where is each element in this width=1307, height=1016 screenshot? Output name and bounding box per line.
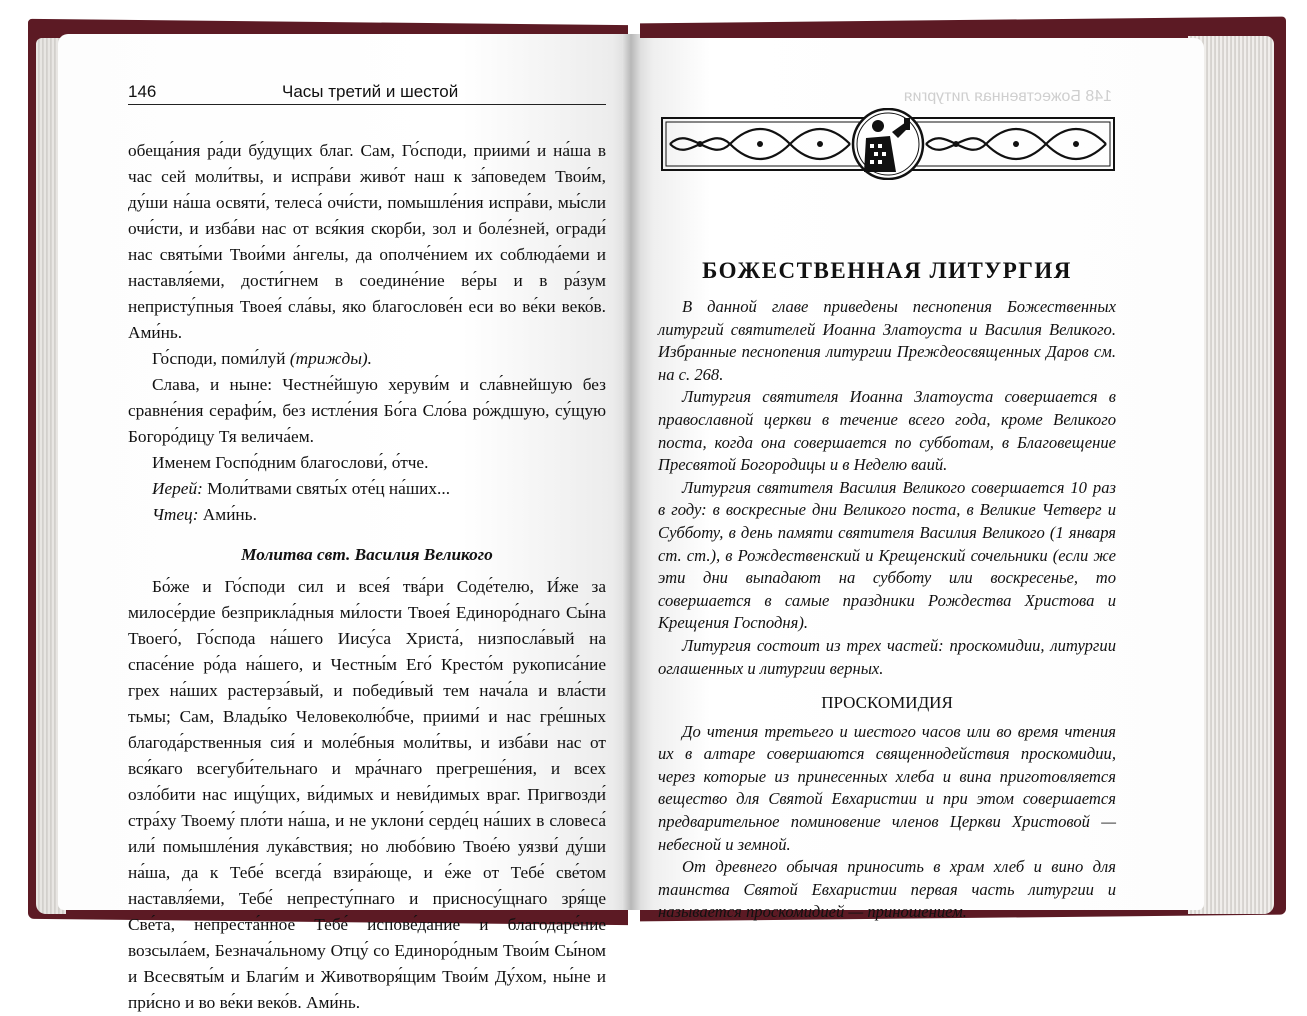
ornament-headpiece bbox=[660, 108, 1116, 180]
section-paragraph: От древнего обычая приносить в храм хлеб и вино для таинства Святой Евхаристии первая часть литургии и называется проскомидией — приношением. bbox=[658, 857, 1116, 922]
section-paragraph: До чтения третьего и шестого часов или во время чтения их в алтаре совершаются священнодействия проскомидии, через которые из принесенных хлеба и вина приготовляется вещество для Святой Евхаристии и при этом совершается предварительное поминовение членов Церкви Христовой — небесной и земной. bbox=[658, 721, 1116, 854]
book-gutter bbox=[622, 34, 640, 910]
running-title: Часы третий и шестой bbox=[282, 82, 459, 101]
intro-paragraph: Литургия святителя Иоанна Златоуста совершается в православной церкви в течение всего года, кроме Великого поста, когда она совершается по субботам, в Благовещение Пресвятой Богородицы и в Неделю ваий. bbox=[658, 387, 1116, 475]
section-title: ПРОСКОМИДИЯ bbox=[821, 693, 953, 713]
prayer-heading: Молитва свт. Василия Великого bbox=[241, 545, 493, 564]
paragraph: Го́споди, поми́луй (трижды). bbox=[152, 349, 372, 368]
paragraph: обеща́ния ра́ди бу́дущих благ. Сам, Го́споди, приими́ и на́ша в час сей моли́твы, и испра́ви живо́т наш к за́поведем Твои́м, ду́ши на́ша освяти́, телеса́ очи́сти, помышле́ния испра́ви, мы́сли очи́сти, и изба́ви нас от вся́кия скорби, зол и боле́зней, огради́ нас святы́ми Твои́ми а́нгелы, да ополче́нием их соблюда́еми и наставля́еми, дости́гнем в соедине́ние ве́ры и в ра́зум непристу́пныя Твоея́ сла́вы, яко благослове́н еси во ве́ки веко́в. Ами́нь. bbox=[128, 141, 606, 342]
paragraph: Именем Госпо́дним благослови́, о́тче. bbox=[152, 453, 429, 472]
speaker-label: Иерей: bbox=[152, 479, 203, 498]
paragraph: Иерей: Моли́твами святы́х оте́ц на́ших... bbox=[152, 479, 451, 498]
page-number: 146 bbox=[128, 82, 157, 101]
intro-paragraph: Литургия святителя Василия Великого совершается 10 раз в году: в воскресные дни Великого поста, в Великие Четверг и Субботу, в день памяти святителя Василия Великого (1 января ст. ст.), в Рождественский и Крещенский сочельники (если же эти дни выпадают на субботу или воскресенье, то совершается в самые праздники Рождества Христова и Крещения Господня). bbox=[658, 477, 1116, 633]
paragraph: Слава, и ныне: Честне́йшую херуви́м и сла́внейшую без сравне́ния серафи́м, без истле́ния Бо́га Сло́ва ро́ждшую, су́щую Богоро́дицу Тя велича́ем. bbox=[128, 375, 606, 446]
right-page-text bbox=[658, 256, 1116, 924]
chapter-title: БОЖЕСТВЕННАЯ ЛИТУРГИЯ bbox=[702, 258, 1072, 283]
left-page-text bbox=[128, 138, 606, 1016]
paragraph: Чтец: Ами́нь. bbox=[152, 505, 257, 524]
rubric: (трижды). bbox=[289, 349, 372, 368]
show-through-header: 148 Божественная литургия bbox=[903, 88, 1112, 104]
prayer-text: Бо́же и Го́споди сил и всея́ тва́ри Соде́телю, И́же за милосе́рдие безприкла́дныя ми́лости Твоея́ Единоро́днаго Сы́на Твоего́, Го́спода на́шего Иису́са Христа́, низпосла́вый на спасе́ние ро́да на́шего, и Честны́м Его́ Кресто́м рукописа́ние грех на́ших растерза́вый, и победи́вый тем нача́ла и вла́сти тьмы; Сам, Влады́ко Человеколю́бче, приими́ и нас гре́шных благода́рственныя сия́ и моле́бныя моли́твы, и изба́ви нас от вся́каго всегуби́тельнаго и мра́чнаго прегреше́ния, и всех озло́бити нас ищу́щих, ви́димых и неви́димых враг. Пригвозди́ стра́ху Твоему́ пло́ти на́ша, и не уклони́ серде́ц на́ших в словеса́ или́ помышле́ния лука́вствия; но любо́вию Твое́ю уязви́ ду́ши на́ша, да к Тебе́ всегда́ взира́юще, и е́же от Тебе́ све́том наставля́еми, Тебе́ непресту́пнаго и присносу́щнаго зря́ще Све́та, непреста́нное Тебе́ испове́дание и благодаре́ние возсыла́ем, Безнача́льному Отцу́ со Единоро́дным Твои́м Сы́ном и Всесвяты́м и Благи́м и Животворя́щим Твои́м Ду́хом, ны́не и при́сно и во ве́ки веко́в. Ами́нь. bbox=[128, 577, 606, 1012]
intro-paragraph: В данной главе приведены песнопения Божественных литургий святителей Иоанна Златоуста и Василия Великого. Избранные песнопения литургии Преждеосвященных Даров см. на с. 268. bbox=[658, 297, 1116, 384]
speaker-label: Чтец: bbox=[152, 505, 199, 524]
running-head-left bbox=[128, 82, 606, 105]
intro-paragraph: Литургия состоит из трех частей: проскомидии, литургии оглашенных и литургии верных. bbox=[658, 635, 1116, 678]
